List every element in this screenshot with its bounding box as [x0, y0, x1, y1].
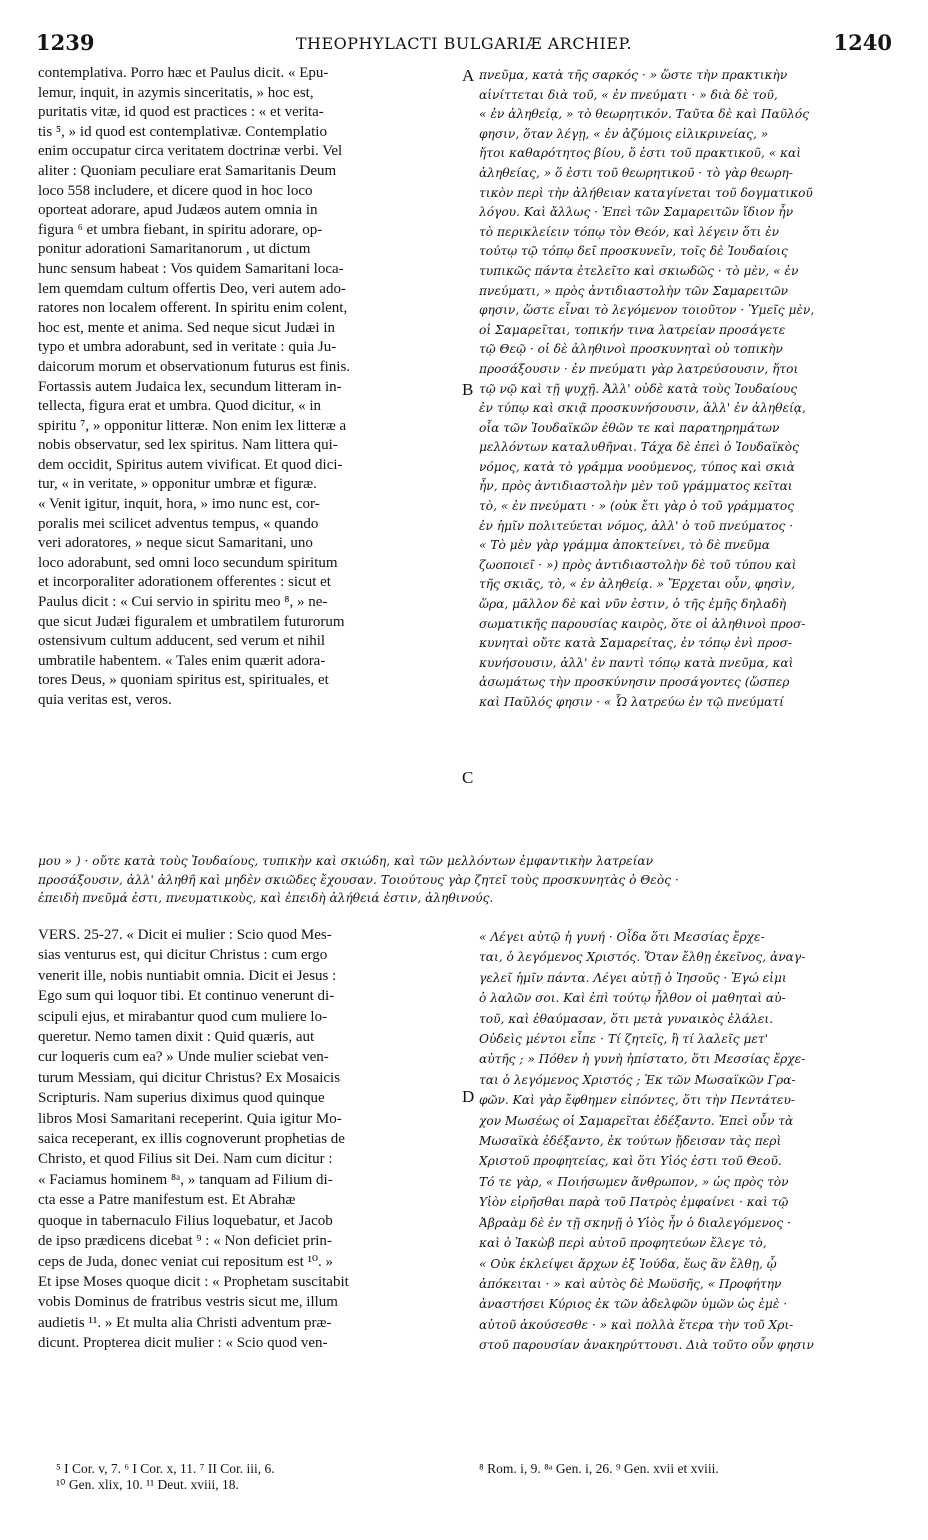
text-line: nobis observatur, sed lex spiritus. Nam littera qui-	[38, 437, 338, 454]
text-line: spiritu ⁷, » opponitur litteræ. Non enim lex litteræ a	[38, 417, 347, 434]
text-line: quoque in tabernaculo Filius loquebatur, et Jacob	[38, 1212, 333, 1229]
text-line: veri adoratores, » neque sicut Samaritani, uno	[38, 535, 313, 552]
text-line: αὐτοῦ ἀκούσεσθε · » καὶ πολλὰ ἕτερα τὴν τοῦ Χρι-	[479, 1317, 794, 1332]
text-line: τὸ, « ἐν πνεύματι · » (οὐκ ἔτι γὰρ ὁ τοῦ γράμματος	[479, 499, 795, 514]
text-line: κυνηταὶ οὔτε κατὰ Σαμαρείτας, ἐν τόπῳ ἑνὶ προσ-	[479, 636, 793, 651]
text-line: σωματικῆς παρουσίας καιρὸς, ὅτε οἱ ἀληθινοὶ προσ-	[479, 616, 806, 631]
text-line: daicorum morum et observationum futurus est finis.	[38, 358, 351, 375]
text-line: τοῦ, καὶ ἐθαύμασαν, ὅτι μετὰ γυναικὸς ἐλάλει.	[479, 1011, 774, 1026]
text-line: ται, ὁ λεγόμενος Χριστός. Ὅταν ἔλθῃ ἐκεῖνος, ἀναγ-	[479, 950, 806, 965]
text-line: ponitur adorationi Samaritanorum , ut dictum	[38, 241, 311, 258]
text-line: Τό τε γὰρ, « Ποιήσωμεν ἄνθρωπον, » ὡς πρὸς τὸν	[479, 1174, 789, 1189]
text-line: « Οὐκ ἐκλείψει ἄρχων ἐξ Ἰούδα, ἕως ἂν ἔλθῃ, ᾧ	[479, 1256, 777, 1271]
text-line: venerit ille, nobis nuntiabit omnia. Dicit ei Jesus :	[38, 967, 337, 984]
text-line: φησιν, ὥστε εἶναι τὸ λεγόμενον τοιοῦτον · Ὑμεῖς μὲν,	[479, 303, 815, 318]
text-line: aliter : Quoniam peculiare erat Samaritanis Deum	[38, 162, 337, 179]
text-line: tis ⁵, » id quod est contemplativæ. Contemplatio	[38, 123, 327, 140]
text-line: cur loqueris cum ea? » Unde mulier sciebat ven-	[38, 1049, 329, 1066]
text-line: πνεύματι, » πρὸς ἀντιδιαστολὴν τῶν Σαμαρειτῶν	[479, 283, 789, 298]
text-line: κυνήσουσιν, ἀλλ' ἐν παντὶ τόπῳ κατὰ πνεῦμα, καὶ	[479, 655, 794, 670]
text-line: libros Mosi Samaritani receperint. Quia igitur Mo-	[38, 1110, 342, 1127]
text-line: Et ipse Moses quoque dicit : « Prophetam suscitabit	[38, 1273, 349, 1290]
text-line: loco 558 includere, et dicere quod in hoc loco	[38, 182, 313, 199]
text-line: γελεῖ ἡμῖν πάντα. Λέγει αὐτῇ ὁ Ἰησοῦς · Ἐγώ εἰμι	[479, 970, 787, 985]
greek-column-upper	[479, 66, 897, 713]
text-line: ἦν, πρὸς ἀντιδιαστολὴν μὲν τοῦ γράμματος κεῖται	[479, 479, 793, 494]
margin-marker-a: A	[462, 66, 475, 85]
text-line: οἷα τῶν Ἰουδαϊκῶν ἐθῶν τε καὶ παρατηρημάτων	[479, 420, 780, 435]
text-line: quia veritas est, veros.	[38, 692, 172, 708]
footnote-line: ⁵ I Cor. v, 7. ⁶ I Cor. x, 11. ⁷ II Cor. iii, 6.	[56, 1461, 275, 1476]
text-line: φησιν, ὅταν λέγῃ, « ἐν ἀζύμοις εἰλικρινείας, »	[479, 126, 769, 141]
text-line: VERS. 25-27. « Dicit ei mulier : Scio quod Mes-	[38, 927, 332, 943]
text-line: καὶ ὁ Ἰακὼβ περὶ αὐτοῦ προφητεύων ἔλεγε τὸ,	[479, 1236, 767, 1251]
text-line: ratores non localem offerent. In spiritu enim colent,	[38, 300, 348, 317]
text-line: et incorporaliter adorationem offerentes : sicut et	[38, 574, 331, 591]
page-number-left: 1239	[36, 30, 95, 55]
text-line: αὐτῆς ; » Πόθεν ἡ γυνὴ ἠπίστατο, ὅτι Μεσσίας ἔρχε-	[479, 1052, 806, 1067]
text-line: τούτῳ τῷ τόπῳ δεῖ προσκυνεῖν, τοῖς δὲ Ἰουδαίοις	[479, 244, 788, 259]
text-line: Μωσαϊκὰ ἐδέξαντο, ἐκ τούτων ᾔδεισαν τὰς περὶ	[479, 1134, 782, 1149]
footnotes-right	[479, 1461, 719, 1477]
text-line: « Λέγει αὐτῷ ἡ γυνή · Οἶδα ὅτι Μεσσίας ἔρχε-	[479, 930, 765, 944]
text-line: τικὸν περὶ τὴν ἀλήθειαν καταγίνεται τοῦ δογματικοῦ	[479, 185, 813, 200]
greek-full-width-block	[38, 852, 898, 908]
text-line: audietis ¹¹. » Et multa alia Christi adventum præ-	[38, 1314, 332, 1331]
latin-column-lower	[38, 925, 458, 1354]
margin-marker-d: D	[462, 1087, 475, 1106]
page-number-right: 1240	[833, 30, 892, 55]
text-line: Paulus dicit : « Cui servio in spiritu meo ⁸, » ne-	[38, 594, 328, 611]
text-line: turum Messiam, qui dicitur Christus? Ex Mosaicis	[38, 1069, 341, 1086]
text-line: προσάξουσιν · ἐν πνεύματι γὰρ λατρεύσουσιν, ἤτοι	[479, 361, 799, 376]
text-line: queretur. Nemo tamen dixit : Quid quæris, aut	[38, 1029, 315, 1046]
text-line: vobis Dominus de fratribus vestris sicut me, illum	[38, 1294, 338, 1311]
footnote-line: ⁸ Rom. i, 9. ⁸ᵃ Gen. i, 26. ⁹ Gen. xvii et xviii.	[479, 1461, 719, 1476]
text-line: lem quemdam cultum offertis Deo, veri autem ado-	[38, 280, 346, 297]
text-line: Christo, et quod Filius sit Dei. Nam cum dicitur :	[38, 1151, 333, 1168]
text-line: μελλόντων καταλυθῆναι. Τάχα δὲ ἐπεὶ ὁ Ἰουδαϊκὸς	[479, 440, 799, 455]
text-line: tur, « in veritate, » opponitur umbræ et figuræ.	[38, 476, 317, 493]
text-line: dicunt. Propterea dicit mulier : « Scio quod ven-	[38, 1335, 328, 1352]
text-line: τυπικῶς πάντα ἐτελεῖτο καὶ σκιωδῶς · τὸ μὲν, « ἐν	[479, 263, 799, 278]
text-line: tellecta, figura erat et umbra. Quod dicitur, « in	[38, 398, 322, 415]
text-line: λόγου. Καὶ ἄλλως · Ἐπεὶ τῶν Σαμαρειτῶν ἴδιον ἦν	[479, 205, 794, 220]
text-line: μου » ) · οὔτε κατὰ τοὺς Ἰουδαίους, τυπικὴν καὶ σκιώδη, καὶ τῶν μελλόντων ἐμφαντικὴν λατρείαν	[38, 854, 653, 868]
text-line: hoc est, mente et anima. Sed neque sicut Judæi in	[38, 319, 336, 336]
text-line: ὥρα, μᾶλλον δὲ καὶ νῦν ἐστιν, ὁ τῆς ἐμῆς δηλαδὴ	[479, 597, 787, 612]
running-title: THEOPHYLACTI BULGARIÆ ARCHIEP.	[295, 34, 633, 53]
footnotes-left	[56, 1461, 275, 1493]
text-line: στοῦ παρουσίαν ἀνακηρύττουσι. Διὰ τοῦτο οὖν φησιν	[479, 1338, 814, 1353]
text-line: puritatis vitæ, id quod est practices : « et verita-	[38, 104, 324, 121]
text-line: τὸ περικλείειν τόπῳ τὸν Θεόν, καὶ λέγειν ὅτι ἐν	[479, 224, 780, 239]
greek-column-lower	[479, 927, 897, 1356]
text-line: lemur, inquit, in azymis sinceritatis, » hoc est,	[38, 84, 314, 101]
text-line: Ego sum qui loquor tibi. Et continuo venerunt di-	[38, 988, 335, 1005]
text-line: ἐπειδὴ πνεῦμά ἐστι, πνευματικοὺς, καὶ ἐπειδὴ ἀλήθειά ἐστιν, ἀληθινούς.	[38, 891, 494, 906]
text-line: Ἀβραὰμ δὲ ἐν τῇ σκηνῇ ὁ Υἱὸς ἦν ὁ διαλεγόμενος ·	[479, 1215, 791, 1230]
text-line: ἀληθείας, » ὅ ἐστι τοῦ θεωρητικοῦ · τὸ γὰρ θεωρη-	[479, 165, 793, 180]
text-line: contemplativa. Porro hæc et Paulus dicit. « Epu-	[38, 65, 329, 81]
text-line: « Τὸ μὲν γὰρ γράμμα ἀποκτείνει, τὸ δὲ πνεῦμα	[479, 538, 770, 553]
text-line: προσάξουσιν, ἀλλ' ἀληθῆ καὶ μηδὲν σκιῶδες ἔχουσαν. Τοιούτους γὰρ ζητεῖ τοὺς προσκυνητὰς ὁ Θεὸς ·	[38, 872, 679, 887]
text-line: ὁ λαλῶν σοι. Καὶ ἐπὶ τούτῳ ἦλθον οἱ μαθηταὶ αὐ-	[479, 991, 786, 1006]
text-line: scipuli ejus, et mirabantur quod cum muliere lo-	[38, 1008, 328, 1025]
text-line: oporteat adorare, apud Judæos autem omnia in	[38, 202, 318, 219]
text-line: cta esse a Patre manifestum est. Et Abrahæ	[38, 1192, 296, 1209]
text-line: τῷ Θεῷ · οἱ δὲ ἀληθινοὶ προσκυνηταὶ οὐ τοπικὴν	[479, 342, 783, 357]
text-line: ἀπόκειται · » καὶ αὐτὸς δὲ Μωϋσῆς, « Προφήτην	[479, 1276, 782, 1291]
text-line: νόμος, κατὰ τὸ γράμμα νοούμενος, τύπος καὶ σκιὰ	[479, 459, 795, 474]
text-line: de ipso prædicens dicebat ⁹ : « Non deficiet prin-	[38, 1233, 332, 1250]
text-line: sias venturus est, qui dicitur Christus : cum ergo	[38, 947, 328, 964]
text-line: hunc sensum habeat : Vos quidem Samaritani loca-	[38, 260, 344, 277]
text-line: ἀναστήσει Κύριος ἐκ τῶν ἀδελφῶν ὑμῶν ὡς ἐμὲ ·	[479, 1297, 788, 1312]
text-line: « Faciamus hominem ⁸ᵃ, » tanquam ad Filium di-	[38, 1171, 333, 1188]
text-line: umbratile habentem. « Tales enim quærit adora-	[38, 652, 326, 669]
text-line: « Venit igitur, inquit, hora, » imo nunc est, cor-	[38, 496, 320, 513]
text-line: loco adorabunt, sed omni loco secundum spiritum	[38, 554, 338, 571]
text-line: ostensivum cultum adducent, sed verum et nihil	[38, 633, 326, 650]
text-line: saica receperant, ex illis cognoverunt prophetias de	[38, 1131, 345, 1148]
text-line: ἤτοι καθαρότητος βίου, ὅ ἐστι τοῦ πρακτικοῦ, « καὶ	[479, 146, 802, 161]
running-header	[36, 30, 892, 60]
text-line: οἱ Σαμαρεῖται, τοπικήν τινα λατρείαν προσάγετε	[479, 322, 786, 337]
text-line: ζωοποιεῖ · ») πρὸς ἀντιδιαστολὴν δὲ τοῦ τύπου καὶ	[479, 557, 797, 572]
text-line: καὶ Παῦλός φησιν · « Ὧ λατρεύω ἐν τῷ πνεύματί	[479, 695, 784, 709]
text-line: τῷ νῷ καὶ τῇ ψυχῇ. Ἀλλ' οὐδὲ κατὰ τοὺς Ἰουδαίους	[479, 381, 798, 396]
text-line: ἐν τύπῳ καὶ σκιᾷ προσκυνήσουσιν, ἀλλ' ἐν ἀληθείᾳ,	[479, 401, 806, 416]
text-line: ceps de Juda, donec veniat cui repositum est ¹⁰. »	[38, 1253, 334, 1270]
text-line: enim occupatur circa veritatem doctrinæ verbi. Vel	[38, 143, 343, 160]
text-line: τῆς σκιᾶς, τὸ, « ἐν ἀληθείᾳ. » Ἔρχεται οὖν, φησὶν,	[479, 577, 795, 592]
text-line: que sicut Judæi figuralem et umbratilem futurorum	[38, 613, 345, 630]
text-line: Scripturis. Nam superius diximus quod quinque	[38, 1090, 325, 1107]
text-line: Χριστοῦ προφητείας, καὶ ὅτι Υἱός ἐστι τοῦ Θεοῦ.	[479, 1154, 782, 1169]
text-line: figura ⁶ et umbra fiebant, in spiritu adorare, op-	[38, 221, 323, 238]
text-line: Υἱὸν εἰρῆσθαι παρὰ τοῦ Πατρὸς ἐμφαίνει · καὶ τῷ	[479, 1195, 789, 1210]
text-line: tores Deus, » quoniam spiritus est, spirituales, et	[38, 672, 329, 689]
footnote-line: ¹⁰ Gen. xlix, 10. ¹¹ Deut. xviii, 18.	[56, 1477, 239, 1492]
margin-marker-b: B	[462, 380, 474, 399]
text-line: φῶν. Καὶ γὰρ ἔφθημεν εἰπόντες, ὅτι τὴν Πεντάτευ-	[479, 1093, 795, 1108]
text-line: αἰνίττεται διὰ τοῦ, « ἐν πνεύματι · » διὰ δὲ τοῦ,	[479, 87, 778, 102]
margin-marker-c: C	[462, 768, 474, 787]
text-line: typo et umbra adorabunt, sed in veritate : quia Ju-	[38, 339, 337, 356]
text-line: dem occidit, Spiritus autem vivificat. Et quod dici-	[38, 456, 343, 473]
text-line: Οὐδεὶς μέντοι εἶπε · Τί ζητεῖς, ἢ τί λαλεῖς μετ'	[479, 1032, 768, 1047]
text-line: ται ὁ λεγόμενος Χριστός ; Ἐκ τῶν Μωσαϊκῶν Γρα-	[479, 1072, 796, 1087]
text-line: πνεῦμα, κατὰ τῆς σαρκός · » ὥστε τὴν πρακτικὴν	[479, 68, 788, 82]
text-line: poralis mei scilicet adventus tempus, « quando	[38, 515, 319, 532]
text-line: ἐν ἡμῖν πολιτεύεται νόμος, ἀλλ' ὁ τοῦ πνεύματος ·	[479, 518, 794, 533]
text-line: ἀσωμάτως τὴν προσκύνησιν προσάγοντες (ὥσπερ	[479, 675, 790, 690]
text-line: χον Μωσέως οἱ Σαμαρεῖται ἐδέξαντο. Ἐπεὶ οὖν τὰ	[479, 1113, 794, 1128]
text-line: Fortassis autem Judaica lex, secundum litteram in-	[38, 378, 342, 395]
text-line: « ἐν ἀληθείᾳ, » τὸ θεωρητικόν. Ταῦτα δὲ καὶ Παῦλός	[479, 107, 810, 122]
latin-column-upper	[38, 64, 458, 711]
